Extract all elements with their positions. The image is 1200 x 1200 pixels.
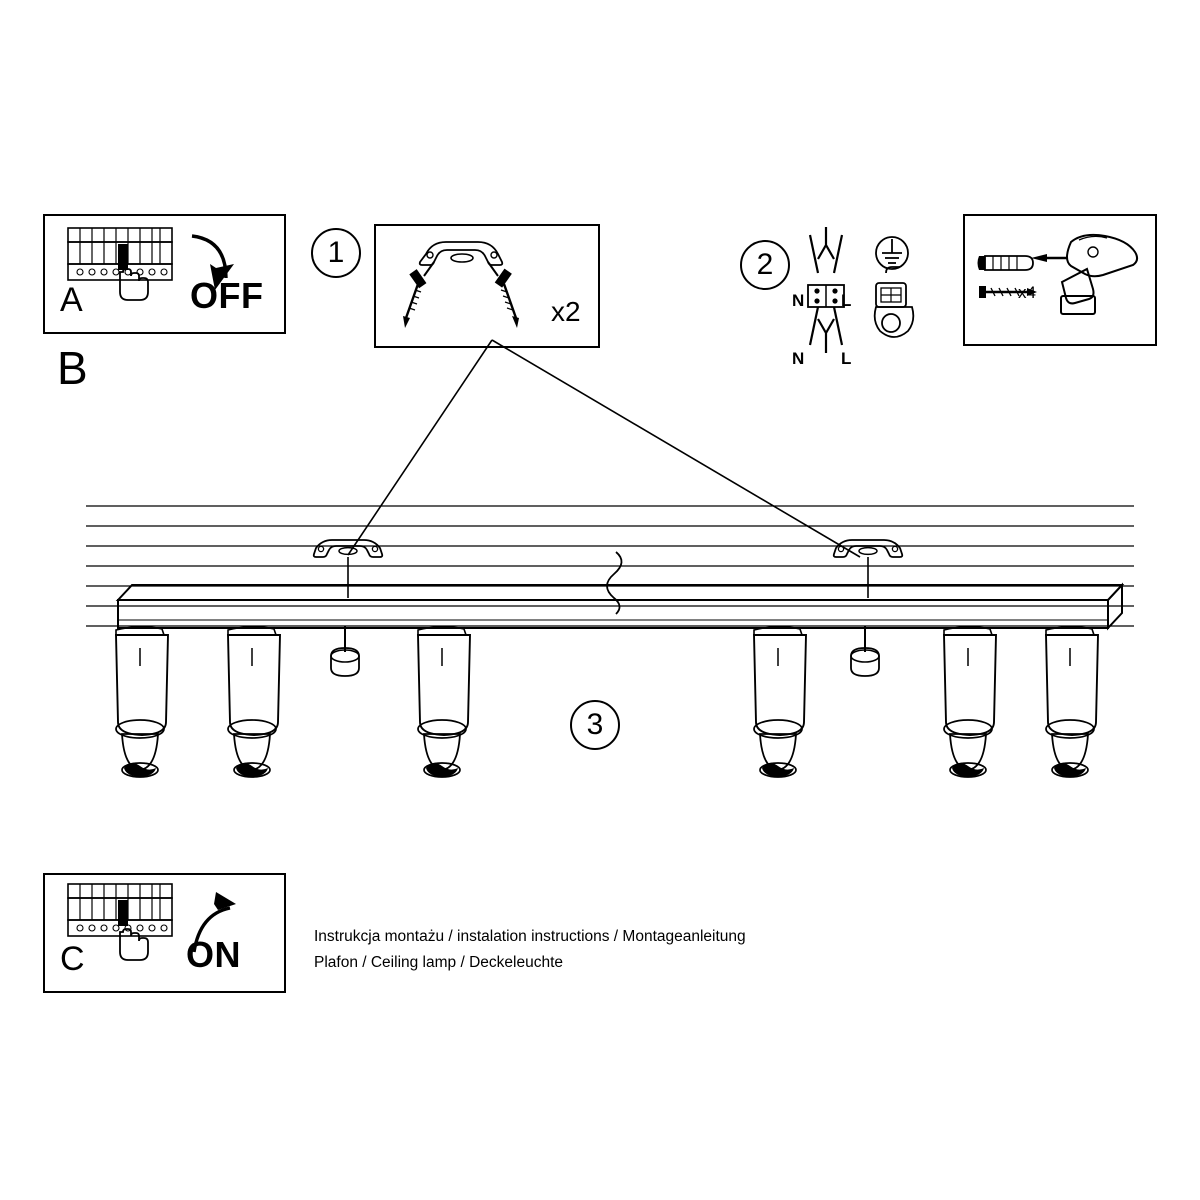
panel-a-label: A <box>60 281 83 319</box>
spot-lamp-6 <box>1046 627 1098 777</box>
panel-c-state-label: ON <box>186 934 241 975</box>
mount-bracket-left <box>314 540 383 598</box>
spot-lamp-5 <box>944 627 996 777</box>
mounting-bracket-with-screws-icon <box>388 232 558 340</box>
step-2-number: 2 <box>756 248 774 281</box>
spot-lamp-4 <box>754 627 806 777</box>
panel-a-state-label: OFF <box>190 275 264 316</box>
step-1-number: 1 <box>327 236 345 269</box>
spot-lamp-1 <box>116 627 168 777</box>
terminal-label-l-top: L <box>841 291 852 310</box>
panel-c-label: C <box>60 940 85 978</box>
screw-knob-left <box>331 626 359 676</box>
tools-icons <box>975 222 1151 340</box>
lamp-assembly-drawing <box>60 330 1160 830</box>
step-1-quantity-label: x2 <box>551 296 581 327</box>
screw-knob-right <box>851 626 879 676</box>
terminal-label-n-bottom: N <box>792 349 805 368</box>
step-1-circle <box>311 228 361 278</box>
caption-line-1: Instrukcja montażu / instalation instructions / Montageanleitung <box>314 928 746 945</box>
caption-block <box>314 924 746 977</box>
step-3-number: 3 <box>586 708 604 741</box>
terminal-label-l-bottom: L <box>841 349 852 368</box>
spot-lamp-3 <box>418 627 470 777</box>
spot-lamp-2 <box>228 627 280 777</box>
terminal-label-n-top: N <box>792 291 805 310</box>
mount-bracket-right <box>834 540 903 598</box>
caption-line-2: Plafon / Ceiling lamp / Deckeleuchte <box>314 954 563 972</box>
panel-b-label: B <box>57 342 88 394</box>
tools-quantity-label: x4 <box>1018 283 1036 302</box>
step-3-circle <box>570 700 620 750</box>
